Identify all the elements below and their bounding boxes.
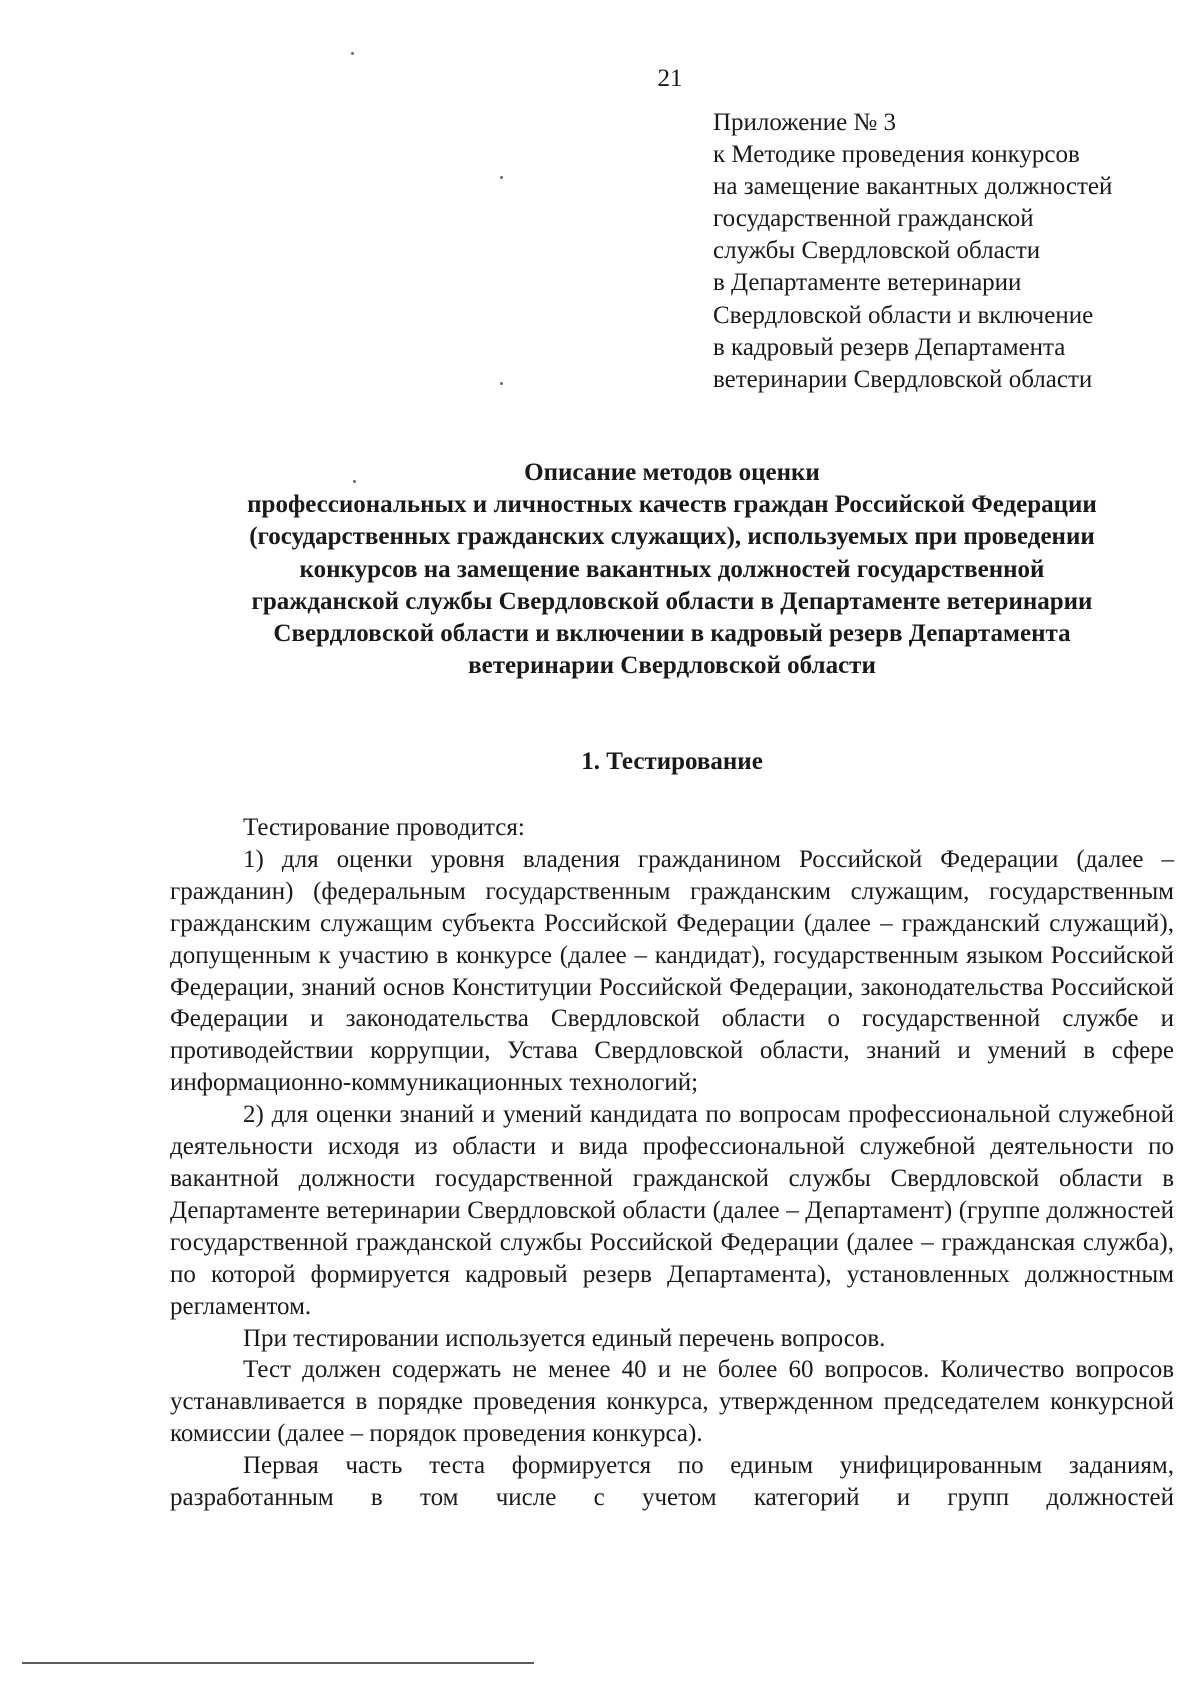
- body-paragraph: При тестировании используется единый перечень вопросов.: [243, 1324, 886, 1352]
- appendix-line: Приложение № 3: [713, 109, 897, 136]
- appendix-line: службы Свердловской области: [713, 237, 1041, 265]
- title-line: профессиональных и личностных качеств граждан Российской Федерации: [247, 491, 1097, 519]
- scan-speck: [500, 382, 503, 385]
- appendix-line: в Департаменте ветеринарии: [713, 269, 1022, 297]
- title-line: конкурсов на замещение вакантных должностей государственной: [299, 555, 1045, 583]
- body-paragraph: Тест должен содержать не менее 40 и не более 60 вопросов. Количество вопросов устанавливается в порядке проведения конкурса, утвержденном председателем конкурсной комиссии (далее – порядок проведения конкурса).: [170, 1356, 1174, 1448]
- appendix-line: к Методике проведения конкурсов: [713, 141, 1080, 169]
- scan-speck: [353, 480, 356, 483]
- document-title: [170, 457, 1174, 682]
- title-line: ветеринарии Свердловской области: [468, 652, 876, 680]
- footer-rule: [22, 1662, 534, 1664]
- body-paragraph: Тестирование проводится:: [243, 814, 525, 841]
- section-heading: 1. Тестирование: [581, 748, 763, 775]
- appendix-line: в кадровый резерв Департамента: [713, 333, 1066, 361]
- appendix-line: ветеринарии Свердловской области: [713, 365, 1093, 393]
- title-line: (государственных гражданских служащих), используемых при проведении: [249, 523, 1095, 551]
- body-paragraph: 1) для оценки уровня владения гражданином Российской Федерации (далее – гражданин) (федеральным государственным гражданским служащим, государственным гражданским служащим субъекта Российской Федерации (далее – гражданский служащий), допущенным к участию в конкурсе (далее – кандидат), государственным языком Российской Федерации, знаний основ Конституции Российской Федерации, законодательства Российской Федерации и законодательства Свердловской области о государственной службе и противодействии коррупции, Устава Свердловской области, знаний и умений в сфере информационно-коммуникационных технологий;: [170, 845, 1174, 1097]
- title-line: Свердловской области и включении в кадровый резерв Департамента: [273, 620, 1071, 648]
- section-body: [170, 812, 1174, 1514]
- appendix-line: Свердловской области и включение: [713, 301, 1094, 329]
- scan-speck: [500, 176, 503, 179]
- body-paragraph: 2) для оценки знаний и умений кандидата по вопросам профессиональной служебной деятельности исходя из области и вида профессиональной служебной деятельности по вакантной должности государственной гражданской службы Свердловской области в Департаменте ветеринарии Свердловской области (далее – Департамент) (группе должностей государственной гражданской службы Российской Федерации (далее – гражданская служба), по которой формируется кадровый резерв Департамента), установленных должностным регламентом.: [170, 1101, 1174, 1320]
- appendix-header: [713, 107, 1183, 396]
- appendix-line: на замещение вакантных должностей: [713, 173, 1113, 201]
- appendix-line: государственной гражданской: [713, 205, 1034, 233]
- title-line: Описание методов оценки: [524, 459, 820, 486]
- title-line: гражданской службы Свердловской области в Департаменте ветеринарии: [251, 587, 1093, 615]
- page-number: 21: [657, 65, 683, 92]
- body-paragraph: Первая часть теста формируется по единым унифицированным заданиям, разработанным в том числе с учетом категорий и групп должностей: [170, 1452, 1174, 1512]
- scan-speck: [351, 52, 354, 55]
